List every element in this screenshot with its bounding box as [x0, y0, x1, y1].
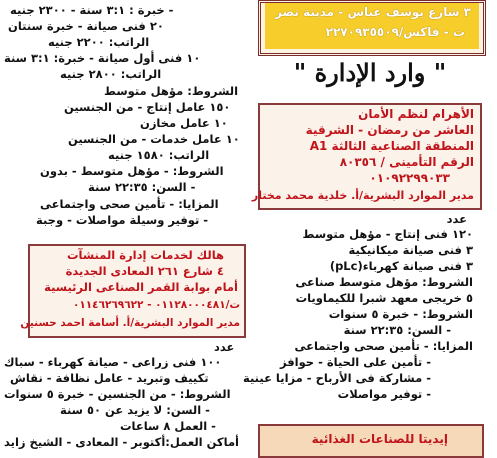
idita-company-box	[258, 424, 484, 458]
address-text: ٣ شارع يوسف عباس - مدينة نصر	[275, 5, 471, 19]
job-line: - مشاركة فى الأرباح - مزايا عينية	[243, 371, 431, 385]
job-line: - العمل ٨ ساعات	[120, 419, 216, 433]
job-line: - توفير مواصلات	[337, 387, 431, 401]
job-line: ٣ فنى صيانة كهرباء(pLc)	[329, 259, 473, 273]
company-location: العاشر من رمضان - الشرقية	[305, 123, 474, 137]
job-line: تكييف وتبريد - عامل نظافة - نقاش	[10, 371, 209, 385]
hr-manager: مدير الموارد البشرية/أ. خلدية محمد مختار	[251, 189, 474, 202]
job-line	[8, 35, 149, 49]
section-title: " وارد الإدارة "	[293, 58, 447, 87]
job-line: ١٥٠ عامل إنتاج - من الجنسين	[64, 100, 231, 114]
ahram-company-box	[251, 103, 482, 210]
job-line: ٢٠ فنى صيانة - خبرة سنتان	[8, 19, 164, 33]
job-line: - السن: ٢٢:٣٥ سنة	[343, 323, 451, 337]
hala-company-box	[20, 244, 246, 338]
job-line: الشروط: - من الجنسين - خبرة ٥ سنوات	[4, 387, 231, 401]
job-line: المزايا: - تأمين صحى واجتماعى	[40, 197, 219, 211]
company-phone: ٠١٠٩٢٢٩٩٠٣٣	[369, 171, 450, 185]
header-address-panel	[265, 3, 479, 49]
header-address-box	[258, 0, 486, 56]
company-insurance: الرقم التأمينى / ٨٠٣٥٦	[339, 155, 474, 169]
fax-text: ت - فاكس/٢٢٧٠٩٣٥٥٠٩	[325, 25, 465, 39]
job-line: - خبرة : ٣:١ سنة - ٢٣٠٠ جنيه	[10, 3, 174, 17]
job-line: أماكن العمل:أكتوبر - المعادى - الشيخ زايد	[4, 435, 240, 449]
company-phone: ت/٠١١٢٨٠٠٠٤٨١ - ٠١١٤٦٢٦٩٦٢٢	[72, 299, 240, 311]
company-name: الأهرام لنظم الأمان	[358, 107, 474, 121]
company-zone: المنطقة الصناعية الثالثة A1	[309, 139, 474, 153]
job-line: ١٠٠ فنى زراعى - صيانة كهرباء - سباك	[4, 355, 222, 369]
job-line: ١٠ عامل خدمات - من الجنسين	[68, 132, 240, 146]
salary-text: الراتب: ٢٢٠٠ جنيه	[48, 35, 150, 49]
job-line: المزايا: - تأمين صحى واجتماعى	[294, 339, 473, 353]
company-name: هالك لخدمات إدارة المنشآت	[66, 248, 224, 262]
job-line: - السن: لا يزيد عن ٥٠ سنة	[60, 403, 210, 417]
company-address: ٤ شارع ٢٦١ المعادى الجديدة	[65, 264, 224, 278]
count-header: عدد	[446, 212, 467, 226]
job-line: - السن: ٢٢:٣٥ سنة	[88, 180, 196, 194]
idita-title: إيديتا للصناعات الغذائية	[311, 432, 448, 446]
job-line: الراتب: ٢٨٠٠ جنيه	[60, 67, 162, 81]
job-line: - تأمين على الحياة - حوافز	[279, 355, 431, 369]
hr-manager: مدير الموارد البشرية/أ. أسامة احمد حسنين	[20, 317, 240, 329]
job-line: ٥ خريجى معهد شبرا للكيماويات	[295, 291, 473, 305]
job-line: ١٠ فنى أول صيانة - خبرة: ٣:١ سنة	[4, 51, 201, 65]
job-line: الراتب: ١٥٨٠ جنيه	[108, 148, 210, 162]
job-line: الشروط: مؤهل متوسط صناعى	[295, 275, 473, 289]
job-line: ١٢٠ فنى إنتاج - مؤهل متوسط	[302, 227, 473, 241]
job-line: الشروط: مؤهل متوسط	[104, 84, 239, 98]
job-line: الشروط: - مؤهل متوسط - بدون	[40, 164, 224, 178]
job-line: ١٠ عامل مخازن	[140, 116, 228, 130]
job-line: - توفير وسيلة مواصلات - وجبة	[36, 213, 209, 227]
company-landmark: أمام بوابة القمر الصناعى الرئيسية	[44, 280, 238, 294]
count-header: عدد	[214, 340, 235, 354]
job-line: ٣ فنى صيانة ميكانيكية	[348, 243, 473, 257]
job-line: الشروط: - خبرة ٥ سنوات	[328, 307, 473, 321]
